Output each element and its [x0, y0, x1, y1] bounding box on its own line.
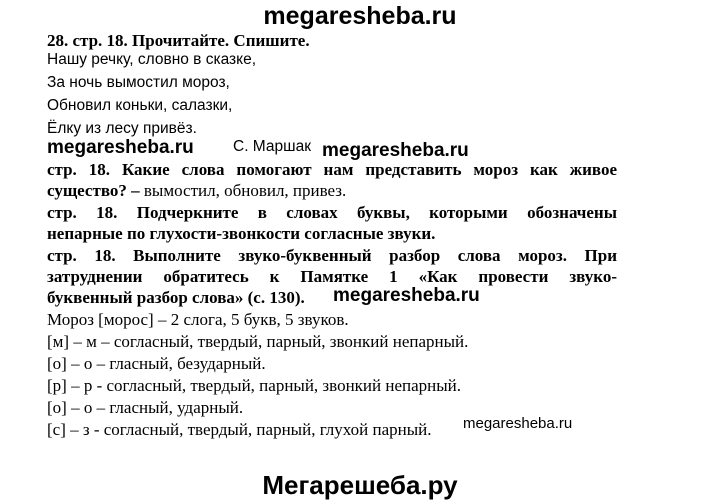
- poem-line: Нашу речку, словно в сказке,: [47, 51, 257, 68]
- question-3-line-2: затруднении обратитесь к Памятке 1 «Как провести звуко-: [47, 267, 617, 286]
- analysis-row: [с] – з - согласный, твердый, парный, глухой парный.: [47, 420, 432, 439]
- question-1-answer: вымостил, обновил, привез.: [139, 181, 347, 200]
- analysis-row: [р] – р - согласный, твердый, парный, звонкий непарный.: [47, 376, 462, 395]
- question-1-line-1: стр. 18. Какие слова помогают нам представить мороз как живое: [47, 160, 617, 179]
- question-2-line-2: непарные по глухости-звонкости согласные звуки.: [47, 224, 436, 243]
- watermark-bottom: Мегарешеба.ру: [262, 470, 458, 500]
- analysis-row: [о] – о – гласный, ударный.: [47, 398, 244, 417]
- poem-author: С. Маршак: [233, 138, 311, 155]
- poem-line: Ёлку из лесу привёз.: [47, 120, 197, 137]
- question-1-prompt: существо? –: [47, 181, 140, 200]
- watermark-top: megaresheba.ru: [263, 2, 457, 30]
- analysis-row: [о] – о – гласный, безударный.: [47, 354, 266, 373]
- analysis-row: [м] – м – согласный, твердый, парный, звонкий непарный.: [47, 332, 469, 351]
- question-3-line-3: буквенный разбор слова» (с. 130).: [47, 288, 305, 307]
- watermark-mid: megaresheba.ru: [47, 137, 194, 158]
- watermark-mid: megaresheba.ru: [322, 140, 469, 161]
- poem-line: За ночь вымостил мороз,: [47, 74, 230, 91]
- analysis-summary: Мороз [морос] – 2 слога, 5 букв, 5 звуков.: [47, 310, 349, 329]
- poem-line: Обновил коньки, салазки,: [47, 97, 233, 114]
- question-2-line-1: стр. 18. Подчеркните в словах буквы, которыми обозначены: [47, 203, 617, 222]
- watermark-mid: megaresheba.ru: [333, 285, 480, 306]
- question-1-line-2: [47, 180, 346, 201]
- question-3-line-1: стр. 18. Выполните звуко-буквенный разбор слова мороз. При: [47, 246, 617, 265]
- exercise-heading: 28. стр. 18. Прочитайте. Спишите.: [47, 31, 310, 50]
- watermark-small: megaresheba.ru: [463, 415, 573, 432]
